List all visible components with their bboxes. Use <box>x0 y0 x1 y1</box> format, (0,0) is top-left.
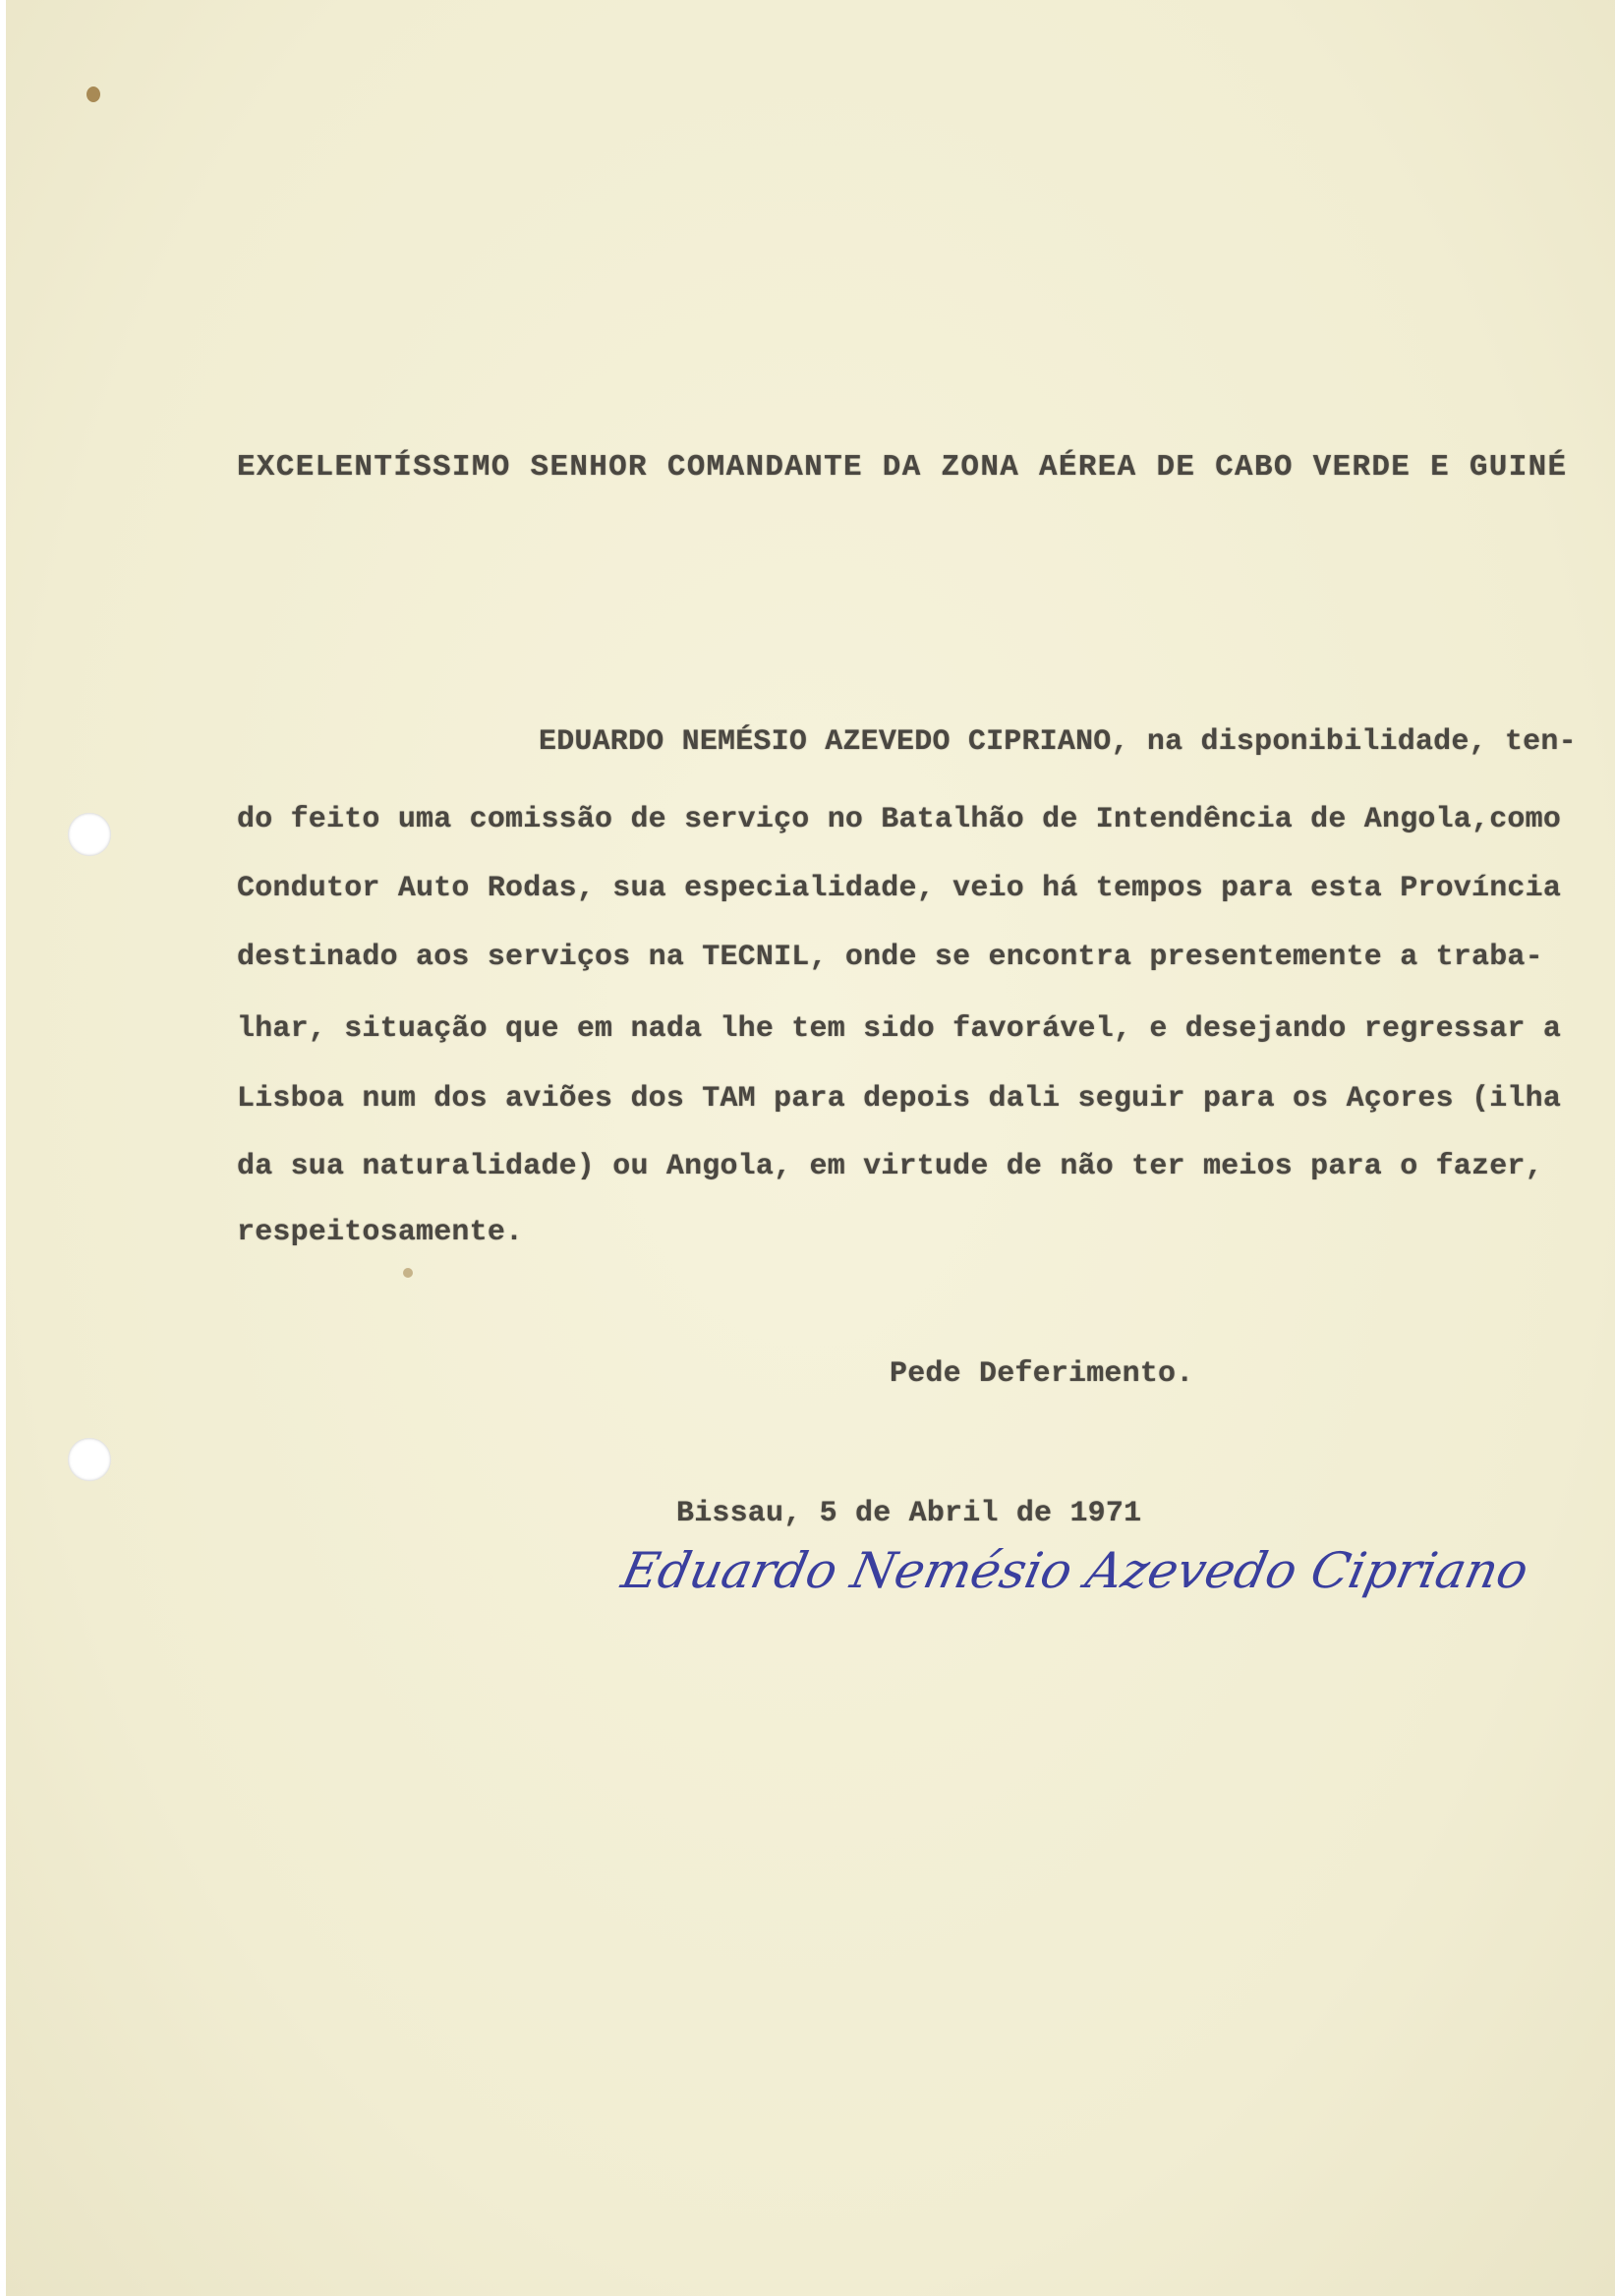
handwritten-signature <box>609 1519 1553 1627</box>
stain <box>87 86 100 102</box>
body-line: Lisboa num dos aviões dos TAM para depois dali seguir para os Açores (ilha <box>237 1082 1562 1116</box>
body-line: EDUARDO NEMÉSIO AZEVEDO CIPRIANO, na disponibilidade, ten- <box>539 725 1577 759</box>
punch-hole <box>68 1438 111 1481</box>
body-line: do feito uma comissão de serviço no Batalhão de Intendência de Angola,como <box>237 803 1562 836</box>
body-line: Condutor Auto Rodas, sua especialidade, veio há tempos para esta Província <box>237 872 1562 905</box>
punch-hole <box>68 813 111 856</box>
body-line: destinado aos serviços na TECNIL, onde se encontra presentemente a traba- <box>237 941 1543 974</box>
scan-edge <box>0 0 6 2296</box>
body-line: lhar, situação que em nada lhe tem sido favorável, e desejando regressar a <box>237 1012 1562 1046</box>
signature-text: Eduardo Nemésio Azevedo Cipriano <box>616 1541 1530 1599</box>
body-line: da sua naturalidade) ou Angola, em virtude de não ter meios para o fazer, <box>237 1150 1543 1183</box>
stain <box>403 1268 413 1278</box>
body-line: respeitosamente. <box>237 1216 524 1249</box>
closing-line: Pede Deferimento. <box>890 1357 1194 1391</box>
letter-heading: EXCELENTÍSSIMO SENHOR COMANDANTE DA ZONA AÉREA DE CABO VERDE E GUINÉ <box>237 450 1568 485</box>
place-date: Bissau, 5 de Abril de 1971 <box>676 1497 1142 1530</box>
